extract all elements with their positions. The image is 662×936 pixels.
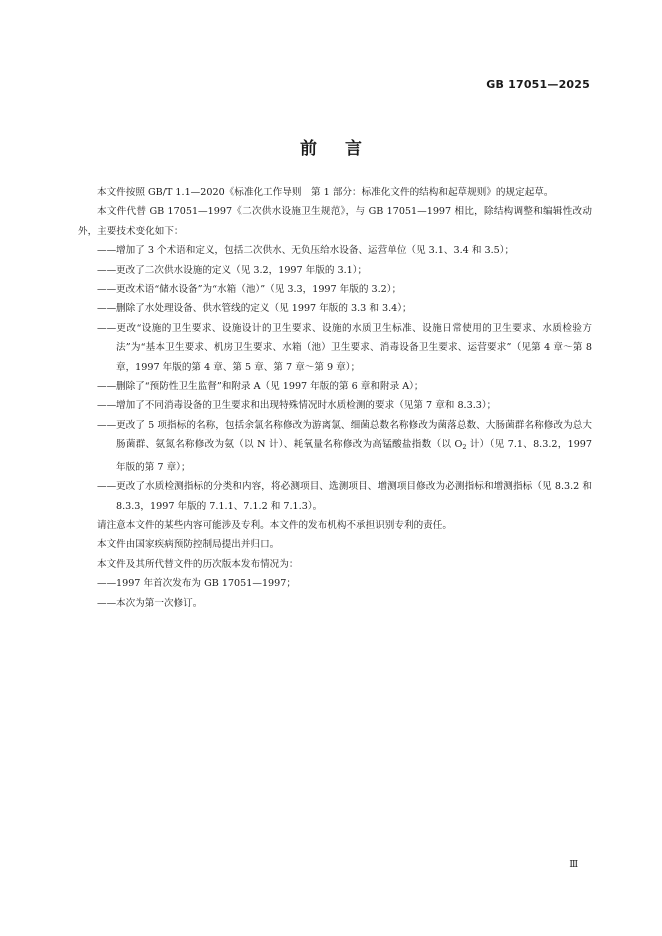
patent-notice: 请注意本文件的某些内容可能涉及专利。本文件的发布机构不承担识别专利的责任。 <box>97 519 452 531</box>
change-text: 删除了“预防性卫生监督”和附录 A（见 1997 年版的第 6 章和附录 A）； <box>116 381 424 393</box>
history-text: 1997 年首次发布为 GB 17051—1997； <box>116 578 296 590</box>
standard-number: GB 17051—2025 <box>486 78 590 91</box>
change-item <box>78 377 592 396</box>
dash-mark: —— <box>97 381 117 393</box>
change-text: 计）（见 7.1、8.3.2，1997 年版的第 7 章）； <box>116 439 593 473</box>
history-item <box>78 594 592 613</box>
dash-mark: —— <box>97 322 117 334</box>
change-item <box>78 261 592 280</box>
dash-mark: —— <box>97 578 117 590</box>
change-item <box>78 396 592 415</box>
change-text: 更改了二次供水设施的定义（见 3.2，1997 年版的 3.1）； <box>116 264 368 276</box>
change-text: 增加了不同消毒设备的卫生要求和出现特殊情况时水质检测的要求（见第 7 章和 8.3.3）； <box>116 400 497 412</box>
document-body <box>78 183 592 613</box>
subscript-2: 2 <box>462 443 467 452</box>
dash-mark: —— <box>97 597 117 609</box>
dash-mark: —— <box>97 400 117 412</box>
page-number: Ⅲ <box>569 860 578 870</box>
change-text: 更改“设施的卫生要求、设施设计的卫生要求、设施的水质卫生标准、设施日常使用的卫生要求、水质检验方法”为“基本卫生要求、机房卫生要求、水箱（池）卫生要求、消毒设备卫生要求、运营要求”（见第 4 章～第 8 章，1997 年版的第 4 章、第 5 章、第 7 章～第 9 章）； <box>116 322 592 373</box>
page-title: 前言 <box>300 139 390 159</box>
intro-paragraph: 本文件按照 GB/T 1.1—2020《标准化工作导则 第 1 部分：标准化文件的结构和起草规则》的规定起草。 <box>97 187 554 198</box>
change-text: 更改术语“储水设备”为“水箱（池）”（见 3.3，1997 年版的 3.2）； <box>116 284 402 296</box>
change-text: 更改了 5 项指标的名称，包括余氯名称修改为游离氯、细菌总数名称修改为菌落总数、大肠菌群名称修改为总大肠菌群、氨氮名称修改为氨（以 N 计）、耗氧量名称修改为高锰酸盐指数（以 O <box>116 419 592 451</box>
dash-mark: —— <box>97 245 117 257</box>
dash-mark: —— <box>97 284 117 296</box>
change-text: 删除了水处理设备、供水管线的定义（见 1997 年版的 3.3 和 3.4）； <box>116 303 412 315</box>
change-text: 增加了 3 个术语和定义，包括二次供水、无负压给水设备、运营单位（见 3.1、3.4 和 3.5）； <box>116 245 515 257</box>
intro-paragraph: 本文件代替 GB 17051—1997《二次供水设施卫生规范》，与 GB 17051—1997 相比，除结构调整和编辑性改动外，主要技术变化如下： <box>78 206 592 237</box>
change-text: 更改了水质检测指标的分类和内容，将必测项目、选测项目、增测项目修改为必测指标和增测指标（见 8.3.2 和 8.3.3，1997 年版的 7.1.1、7.1.2 和 7.1.3）。 <box>116 481 592 512</box>
history-item <box>78 574 592 593</box>
change-item <box>78 241 592 260</box>
dash-mark: —— <box>97 264 117 276</box>
change-item <box>78 416 592 477</box>
dash-mark: —— <box>97 419 117 431</box>
history-intro: 本文件及其所代替文件的历次版本发布情况为： <box>97 558 299 570</box>
dash-mark: —— <box>97 303 117 315</box>
change-item <box>78 280 592 299</box>
proposer-statement: 本文件由国家疾病预防控制局提出并归口。 <box>97 539 280 551</box>
history-text: 本次为第一次修订。 <box>116 597 203 609</box>
change-item <box>78 319 592 377</box>
change-item <box>78 477 592 516</box>
change-item <box>78 299 592 318</box>
dash-mark: —— <box>97 481 117 493</box>
